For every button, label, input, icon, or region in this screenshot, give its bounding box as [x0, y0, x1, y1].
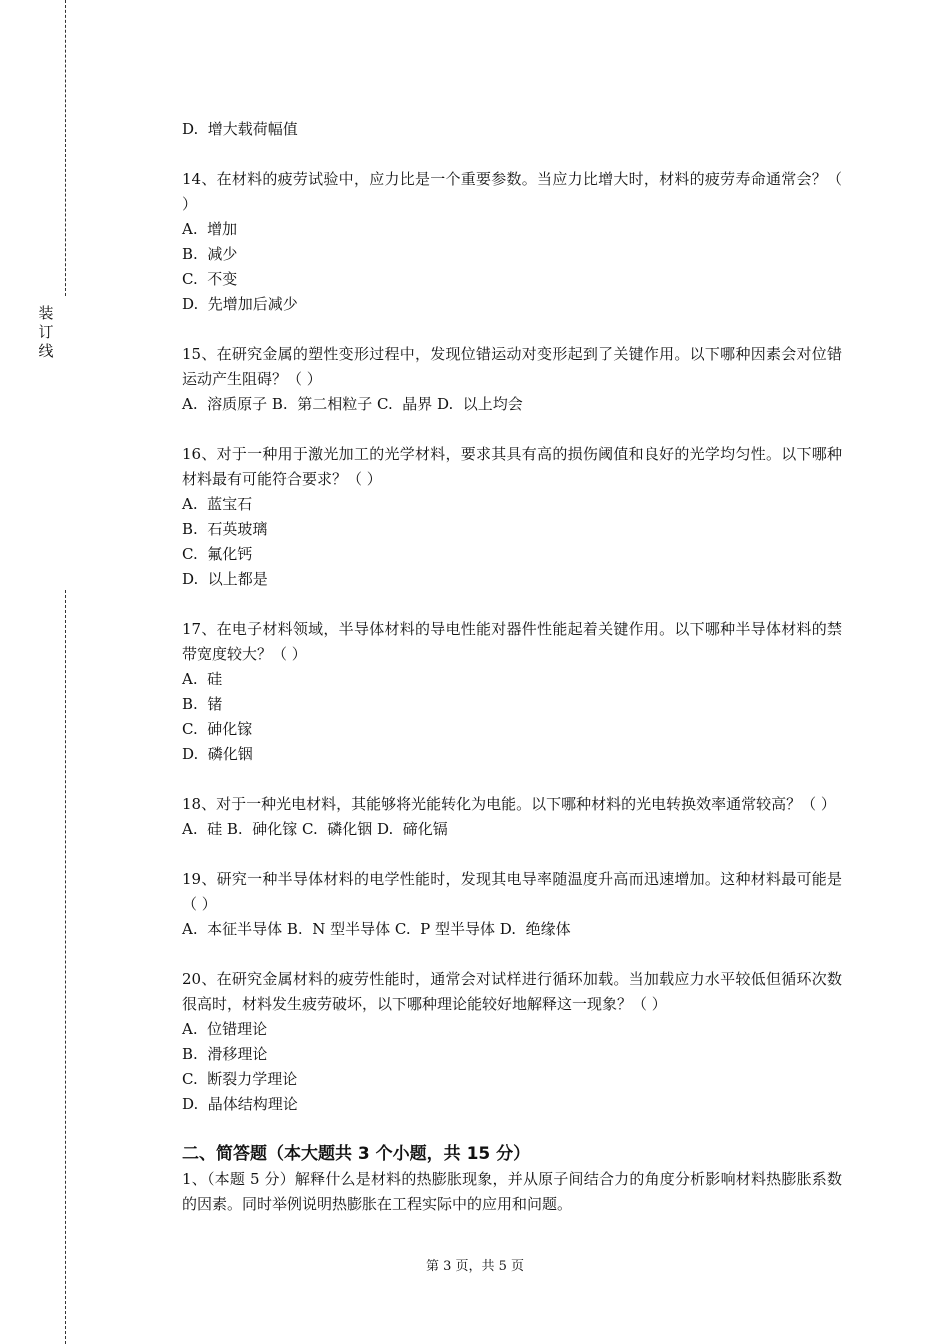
binding-dashed-line-bottom	[65, 590, 66, 1344]
exam-content	[182, 117, 842, 1217]
option: A. 硅	[182, 670, 223, 688]
section-title: 二、简答题（本大题共 3 个小题，共 15 分）	[182, 1144, 531, 1164]
option: B. 石英玻璃	[182, 520, 268, 538]
question-14	[182, 167, 842, 317]
option: B. 锗	[182, 695, 223, 713]
binding-line-label	[38, 304, 54, 361]
option: B. 减少	[182, 245, 238, 263]
short-answer-question-1: 1、（本题 5 分）解释什么是材料的热膨胀现象，并从原子间结合力的角度分析影响材料热膨胀系数的因素。同时举例说明热膨胀在工程实际中的应用和问题。	[182, 1170, 842, 1213]
question-stem: 20、在研究金属材料的疲劳性能时，通常会对试样进行循环加载。当加载应力水平较低但循环次数很高时，材料发生疲劳破坏，以下哪种理论能较好地解释这一现象？（ ）	[182, 970, 842, 1013]
option: D. 增大载荷幅值	[182, 120, 298, 138]
option: A. 溶质原子 B. 第二相粒子 C. 晶界 D. 以上均会	[182, 395, 523, 413]
previous-question-tail	[182, 117, 842, 142]
option: C. 氟化钙	[182, 545, 253, 563]
question-stem: 15、在研究金属的塑性变形过程中，发现位错运动对变形起到了关键作用。以下哪种因素会对位错运动产生阻碍？（ ）	[182, 345, 842, 388]
binding-char: 订	[38, 323, 54, 341]
option: A. 硅 B. 砷化镓 C. 磷化铟 D. 碲化镉	[182, 820, 448, 838]
option: C. 不变	[182, 270, 238, 288]
short-answer-section	[182, 1142, 842, 1217]
question-stem: 14、在材料的疲劳试验中，应力比是一个重要参数。当应力比增大时，材料的疲劳寿命通常会？（ ）	[182, 170, 842, 213]
option: D. 先增加后减少	[182, 295, 298, 313]
option: C. 断裂力学理论	[182, 1070, 298, 1088]
option: C. 砷化镓	[182, 720, 253, 738]
option: A. 本征半导体 B. N 型半导体 C. P 型半导体 D. 绝缘体	[182, 920, 571, 938]
binding-char: 装	[38, 304, 54, 322]
option: D. 晶体结构理论	[182, 1095, 298, 1113]
page-footer: 第 3 页，共 5 页	[425, 1259, 525, 1274]
question-stem: 17、在电子材料领域，半导体材料的导电性能对器件性能起着关键作用。以下哪种半导体材料的禁带宽度较大？（ ）	[182, 620, 842, 663]
question-stem: 16、对于一种用于激光加工的光学材料，要求其具有高的损伤阈值和良好的光学均匀性。以下哪种材料最有可能符合要求？（ ）	[182, 445, 842, 488]
question-20	[182, 967, 842, 1117]
binding-char: 线	[38, 342, 54, 360]
option: A. 蓝宝石	[182, 495, 253, 513]
question-17	[182, 617, 842, 767]
option: A. 增加	[182, 220, 238, 238]
question-18	[182, 792, 842, 842]
question-stem: 18、对于一种光电材料，其能够将光能转化为电能。以下哪种材料的光电转换效率通常较高？（ ）	[182, 795, 836, 813]
question-19	[182, 867, 842, 942]
option: D. 磷化铟	[182, 745, 253, 763]
option: D. 以上都是	[182, 570, 268, 588]
question-16	[182, 442, 842, 592]
question-15	[182, 342, 842, 417]
binding-dashed-line-top	[65, 0, 66, 296]
option: A. 位错理论	[182, 1020, 268, 1038]
question-stem: 19、研究一种半导体材料的电学性能时，发现其电导率随温度升高而迅速增加。这种材料最可能是（ ）	[182, 870, 842, 913]
option: B. 滑移理论	[182, 1045, 268, 1063]
